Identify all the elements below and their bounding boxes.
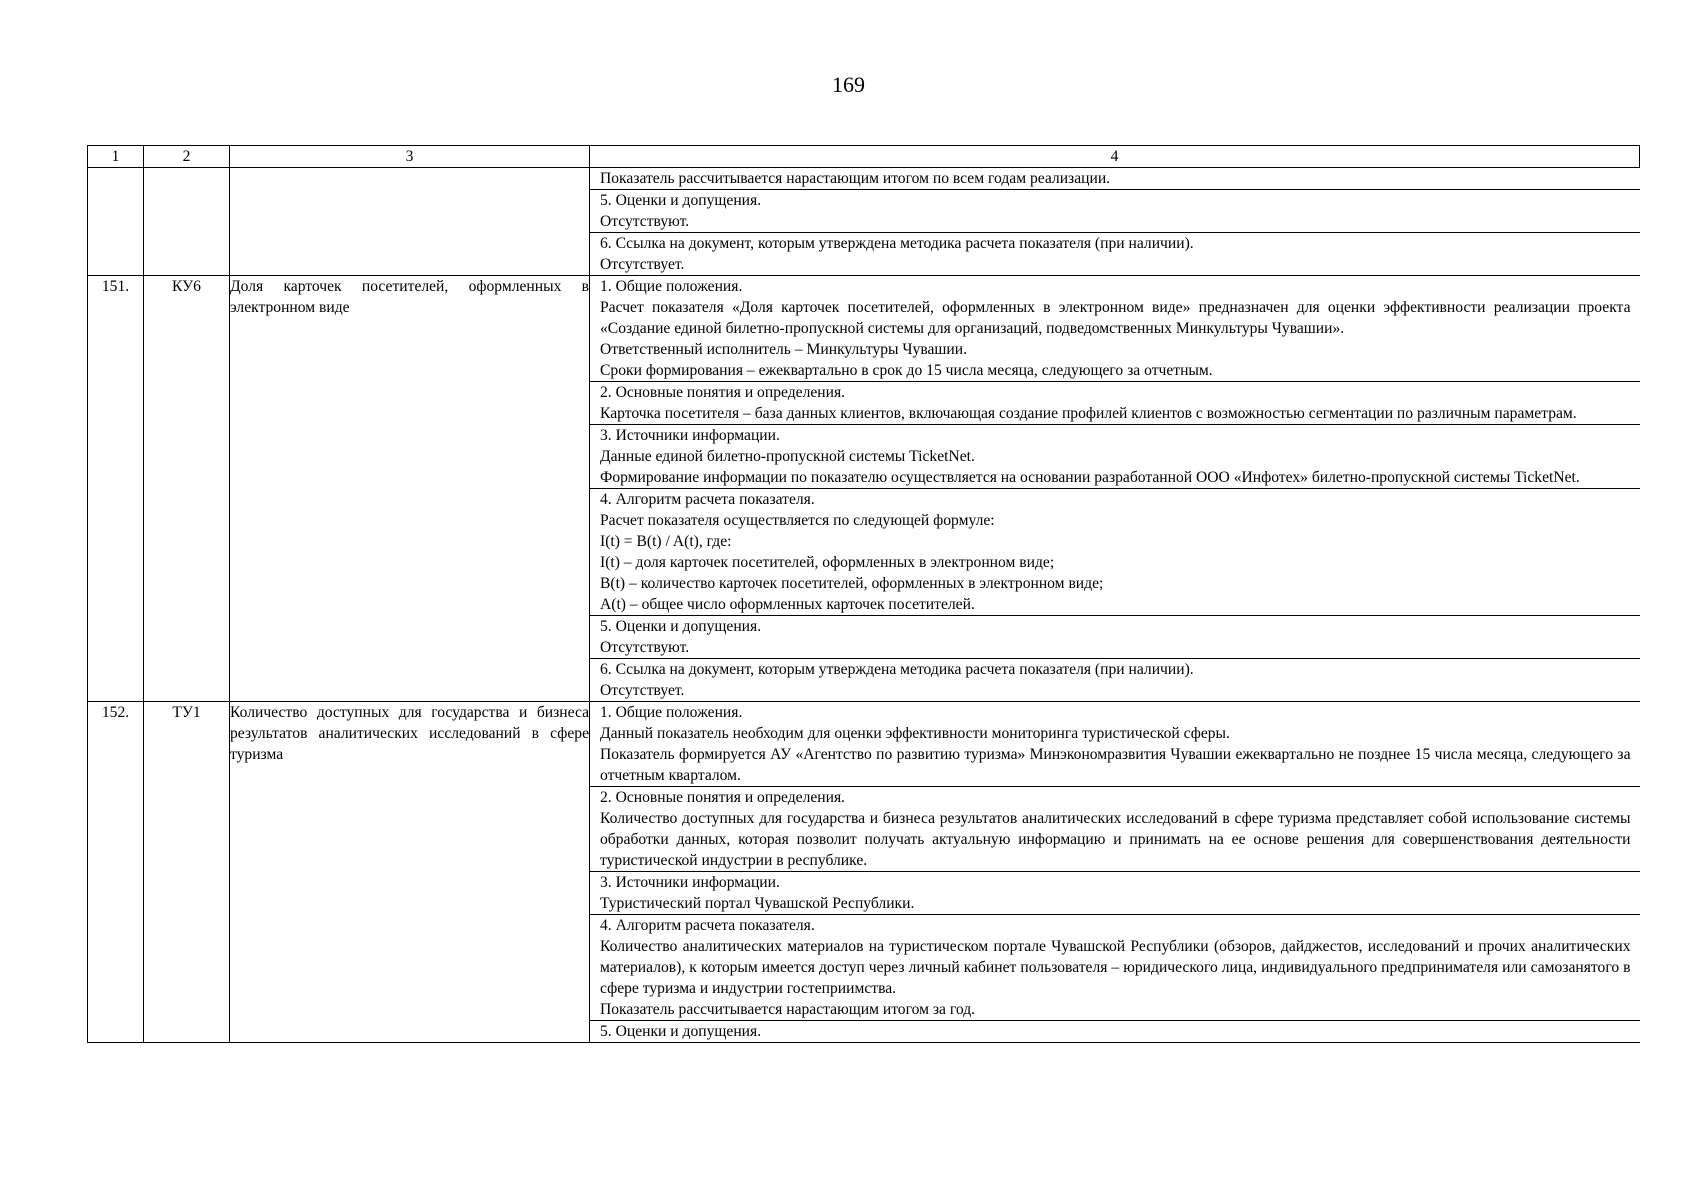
description-section [590,425,1640,489]
name-cell: Доля карточек посетителей, оформленных в электронном виде [230,276,590,702]
section-line: Отсутствуют. [600,639,690,656]
section-line: Формирование информации по показателю осуществляется на основании разработанной ООО «Инфотех» билетно-пропускной системы TicketNet. [600,469,1580,486]
section-heading: 1. Общие положения. [600,704,743,721]
section-line: Карточка посетителя – база данных клиентов, включающая создание профилей клиентов с возможностью сегментации по различным параметрам. [600,405,1577,422]
section-line: B(t) – количество карточек посетителей, оформленных в электронном виде; [600,575,1104,592]
description-section [590,915,1640,1021]
section-heading: 6. Ссылка на документ, которым утверждена методика расчета показателя (при наличии). [600,235,1194,252]
section-heading: 3. Источники информации. [600,874,780,891]
description-section [590,872,1640,915]
section-line: Количество аналитических материалов на туристическом портале Чувашской Республики (обзоров, дайджестов, исследований и прочих аналитических материалов), к которым имеется доступ через личный кабинет пользователя – юридического лица, индивидуального предпринимателя или самозанятого в сфере туризма и индустрии гостеприимства. [600,938,1631,997]
column-header-4: 4 [590,146,1640,168]
section-line: Количество доступных для государства и бизнеса результатов аналитических исследований в сфере туризма представляет собой использование системы обработки данных, которая позволит получать актуальную информацию и принимать на ее основе решения для совершенствования деятельности туристической индустрии в республике. [600,810,1631,869]
description-section [590,489,1640,616]
section-heading: 3. Источники информации. [600,427,780,444]
section-heading: 2. Основные понятия и определения. [600,789,846,806]
section-line: Сроки формирования – ежеквартально в срок до 15 числа месяца, следующего за отчетным. [600,362,1213,379]
number-cell: 152. [88,702,144,1043]
description-section [590,1021,1640,1042]
description-cell [590,702,1640,1043]
description-section [590,276,1640,382]
description-section [590,659,1640,701]
description-section [590,702,1640,787]
column-header-1: 1 [88,146,144,168]
section-line: Данный показатель необходим для оценки эффективности мониторинга туристической сферы. [600,725,1230,742]
section-line: Расчет показателя осуществляется по следующей формуле: [600,512,995,529]
number-cell: 151. [88,276,144,702]
table-row-151 [88,276,1640,702]
description-cell [590,168,1640,276]
section-line: Показатель рассчитывается нарастающим итогом за год. [600,1001,976,1018]
number-cell [88,168,144,276]
section-line: Ответственный исполнитель – Минкультуры Чувашии. [600,341,968,358]
description-section [590,190,1640,233]
section-line: Данные единой билетно-пропускной системы TicketNet. [600,448,975,465]
section-line: I(t) – доля карточек посетителей, оформленных в электронном виде; [600,554,1055,571]
section-heading: 1. Общие положения. [600,278,743,295]
section-heading: 5. Оценки и допущения. [600,192,762,209]
section-line: Туристический портал Чувашской Республики. [600,895,915,912]
section-line: Показатель рассчитывается нарастающим итогом по всем годам реализации. [600,170,1111,187]
formula: I(t) = B(t) / A(t), где: [600,533,732,550]
indicator-table [87,145,1640,1043]
description-section [590,616,1640,659]
section-heading: 5. Оценки и допущения. [600,618,762,635]
table-header-row [88,146,1640,168]
section-heading: 4. Алгоритм расчета показателя. [600,491,815,508]
name-cell [230,168,590,276]
section-line: Показатель формируется АУ «Агентство по развитию туризма» Минэкономразвития Чувашии ежеквартально не позднее 15 числа месяца, следующего за отчетным кварталом. [600,746,1631,784]
code-cell: КУ6 [144,276,230,702]
code-cell: ТУ1 [144,702,230,1043]
section-heading: 5. Оценки и допущения. [600,1023,762,1040]
description-section [590,168,1640,190]
page-number: 169 [832,72,865,97]
description-cell [590,276,1640,702]
section-line: Отсутствует. [600,682,685,699]
section-line: A(t) – общее число оформленных карточек посетителей. [600,596,975,613]
section-line: Расчет показателя «Доля карточек посетителей, оформленных в электронном виде» предназначен для оценки эффективности реализации проекта «Создание единой билетно-пропускной системы для организаций, подведомственных Минкультуры Чувашии». [600,299,1631,337]
table-row-continuation [88,168,1640,276]
name-cell: Количество доступных для государства и бизнеса результатов аналитических исследований в сфере туризма [230,702,590,1043]
column-header-3: 3 [230,146,590,168]
section-line: Отсутствуют. [600,213,690,230]
section-heading: 4. Алгоритм расчета показателя. [600,917,815,934]
table-row-152 [88,702,1640,1043]
section-line: Отсутствует. [600,256,685,273]
description-section [590,382,1640,425]
column-header-2: 2 [144,146,230,168]
description-section [590,233,1640,275]
code-cell [144,168,230,276]
description-section [590,787,1640,872]
section-heading: 2. Основные понятия и определения. [600,384,846,401]
section-heading: 6. Ссылка на документ, которым утверждена методика расчета показателя (при наличии). [600,661,1194,678]
